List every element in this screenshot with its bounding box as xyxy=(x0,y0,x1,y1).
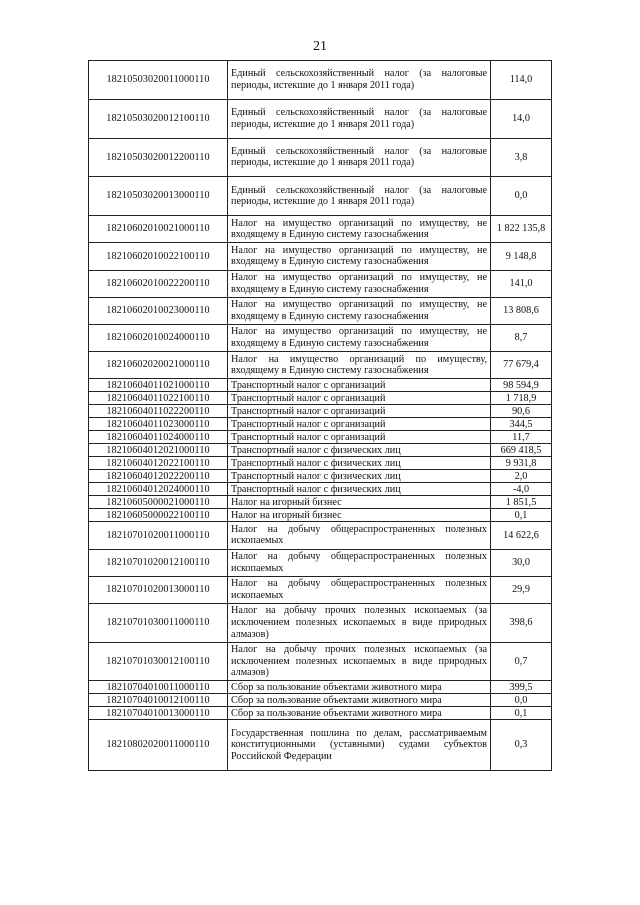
amount-cell: 8,7 xyxy=(491,324,552,351)
revenue-name-cell: Транспортный налог с физических лиц xyxy=(228,470,491,483)
budget-code-cell: 18210503020012100110 xyxy=(89,99,228,138)
revenue-name-cell: Транспортный налог с физических лиц xyxy=(228,444,491,457)
budget-code-cell: 18210604011023000110 xyxy=(89,418,228,431)
amount-cell: 398,6 xyxy=(491,603,552,642)
amount-cell: 14,0 xyxy=(491,99,552,138)
table-row xyxy=(89,270,552,297)
budget-code-cell: 18210704010012100110 xyxy=(89,694,228,707)
table-row xyxy=(89,324,552,351)
budget-code-cell: 18210602010022200110 xyxy=(89,270,228,297)
revenue-name-cell: Налог на добычу общераспространенных полезных ископаемых xyxy=(228,549,491,576)
revenue-name-cell: Сбор за пользование объектами животного мира xyxy=(228,694,491,707)
amount-cell: 1 718,9 xyxy=(491,392,552,405)
budget-code-cell: 18210604011024000110 xyxy=(89,431,228,444)
revenue-name-cell: Налог на игорный бизнес xyxy=(228,509,491,522)
revenue-name-cell: Налог на имущество организаций по имуществу, не входящему в Единую систему газоснабжения xyxy=(228,324,491,351)
budget-code-cell: 18210604011022100110 xyxy=(89,392,228,405)
revenue-name-cell: Налог на имущество организаций по имуществу, не входящему в Единую систему газоснабжения xyxy=(228,270,491,297)
budget-code-cell: 18210701020012100110 xyxy=(89,549,228,576)
table-row xyxy=(89,379,552,392)
table-row xyxy=(89,603,552,642)
revenue-name-cell: Транспортный налог с организаций xyxy=(228,431,491,444)
budget-revenue-table xyxy=(88,60,552,771)
budget-code-cell: 18210602010023000110 xyxy=(89,297,228,324)
amount-cell: 77 679,4 xyxy=(491,352,552,379)
revenue-name-cell: Налог на добычу общераспространенных полезных ископаемых xyxy=(228,576,491,603)
amount-cell: 1 822 135,8 xyxy=(491,216,552,243)
amount-cell: 9 931,8 xyxy=(491,457,552,470)
table-body xyxy=(89,61,552,771)
budget-code-cell: 18210701020013000110 xyxy=(89,576,228,603)
amount-cell: 1 851,5 xyxy=(491,496,552,509)
table-row xyxy=(89,392,552,405)
revenue-name-cell: Налог на добычу общераспространенных полезных ископаемых xyxy=(228,522,491,549)
budget-code-cell: 18210704010013000110 xyxy=(89,707,228,720)
amount-cell: 3,8 xyxy=(491,138,552,177)
amount-cell: -4,0 xyxy=(491,483,552,496)
revenue-name-cell: Транспортный налог с организаций xyxy=(228,405,491,418)
revenue-name-cell: Налог на добычу прочих полезных ископаемых (за исключением полезных ископаемых в виде природных алмазов) xyxy=(228,603,491,642)
revenue-name-cell: Сбор за пользование объектами животного мира xyxy=(228,681,491,694)
table-row xyxy=(89,138,552,177)
table-row xyxy=(89,576,552,603)
table-row xyxy=(89,522,552,549)
amount-cell: 98 594,9 xyxy=(491,379,552,392)
amount-cell: 0,1 xyxy=(491,707,552,720)
revenue-name-cell: Транспортный налог с физических лиц xyxy=(228,457,491,470)
revenue-name-cell: Налог на имущество организаций по имуществу, не входящему в Единую систему газоснабжения xyxy=(228,216,491,243)
revenue-name-cell: Налог на имущество организаций по имуществу, входящему в Единую систему газоснабжения xyxy=(228,352,491,379)
table-row xyxy=(89,681,552,694)
table-row xyxy=(89,483,552,496)
table-row xyxy=(89,457,552,470)
table-row xyxy=(89,642,552,681)
revenue-name-cell: Транспортный налог с организаций xyxy=(228,392,491,405)
amount-cell: 0,1 xyxy=(491,509,552,522)
budget-code-cell: 18210503020012200110 xyxy=(89,138,228,177)
amount-cell: 399,5 xyxy=(491,681,552,694)
budget-code-cell: 18210604012024000110 xyxy=(89,483,228,496)
budget-code-cell: 18210604012022200110 xyxy=(89,470,228,483)
amount-cell: 2,0 xyxy=(491,470,552,483)
budget-code-cell: 18210605000021000110 xyxy=(89,496,228,509)
amount-cell: 90,6 xyxy=(491,405,552,418)
table-row xyxy=(89,694,552,707)
amount-cell: 11,7 xyxy=(491,431,552,444)
table-row xyxy=(89,707,552,720)
budget-code-cell: 18210604012022100110 xyxy=(89,457,228,470)
table-row xyxy=(89,431,552,444)
revenue-name-cell: Единый сельскохозяйственный налог (за налоговые периоды, истекшие до 1 января 2011 года) xyxy=(228,61,491,100)
budget-code-cell: 18210503020011000110 xyxy=(89,61,228,100)
table-row xyxy=(89,405,552,418)
budget-code-cell: 18210802020011000110 xyxy=(89,720,228,770)
budget-code-cell: 18210602010024000110 xyxy=(89,324,228,351)
amount-cell: 0,0 xyxy=(491,694,552,707)
budget-code-cell: 18210701030011000110 xyxy=(89,603,228,642)
table-row xyxy=(89,243,552,270)
table-row xyxy=(89,216,552,243)
revenue-name-cell: Единый сельскохозяйственный налог (за налоговые периоды, истекшие до 1 января 2011 года) xyxy=(228,177,491,216)
amount-cell: 30,0 xyxy=(491,549,552,576)
budget-code-cell: 18210701030012100110 xyxy=(89,642,228,681)
revenue-name-cell: Транспортный налог с физических лиц xyxy=(228,483,491,496)
revenue-name-cell: Транспортный налог с организаций xyxy=(228,418,491,431)
budget-code-cell: 18210503020013000110 xyxy=(89,177,228,216)
budget-code-cell: 18210704010011000110 xyxy=(89,681,228,694)
table-row xyxy=(89,99,552,138)
revenue-name-cell: Единый сельскохозяйственный налог (за налоговые периоды, истекшие до 1 января 2011 года) xyxy=(228,138,491,177)
revenue-name-cell: Единый сельскохозяйственный налог (за налоговые периоды, истекшие до 1 января 2011 года) xyxy=(228,99,491,138)
revenue-name-cell: Транспортный налог с организаций xyxy=(228,379,491,392)
amount-cell: 0,3 xyxy=(491,720,552,770)
amount-cell: 29,9 xyxy=(491,576,552,603)
table-row xyxy=(89,61,552,100)
budget-code-cell: 18210605000022100110 xyxy=(89,509,228,522)
budget-code-cell: 18210602010022100110 xyxy=(89,243,228,270)
budget-code-cell: 18210701020011000110 xyxy=(89,522,228,549)
revenue-name-cell: Налог на добычу прочих полезных ископаемых (за исключением полезных ископаемых в виде природных алмазов) xyxy=(228,642,491,681)
budget-code-cell: 18210604011021000110 xyxy=(89,379,228,392)
page-number: 21 xyxy=(313,39,327,54)
table-row xyxy=(89,352,552,379)
revenue-name-cell: Налог на игорный бизнес xyxy=(228,496,491,509)
revenue-name-cell: Сбор за пользование объектами животного мира xyxy=(228,707,491,720)
table-row xyxy=(89,509,552,522)
budget-code-cell: 18210602020021000110 xyxy=(89,352,228,379)
budget-code-cell: 18210604011022200110 xyxy=(89,405,228,418)
amount-cell: 114,0 xyxy=(491,61,552,100)
amount-cell: 141,0 xyxy=(491,270,552,297)
budget-code-cell: 18210604012021000110 xyxy=(89,444,228,457)
table-row xyxy=(89,177,552,216)
table-row xyxy=(89,720,552,770)
table-row xyxy=(89,549,552,576)
budget-code-cell: 18210602010021000110 xyxy=(89,216,228,243)
table-row xyxy=(89,496,552,509)
revenue-name-cell: Государственная пошлина по делам, рассматриваемым конституционными (уставными) судами субъектов Российской Федерации xyxy=(228,720,491,770)
table-row xyxy=(89,418,552,431)
amount-cell: 344,5 xyxy=(491,418,552,431)
table-row xyxy=(89,444,552,457)
revenue-name-cell: Налог на имущество организаций по имуществу, не входящему в Единую систему газоснабжения xyxy=(228,243,491,270)
revenue-name-cell: Налог на имущество организаций по имуществу, не входящему в Единую систему газоснабжения xyxy=(228,297,491,324)
table-row xyxy=(89,297,552,324)
amount-cell: 9 148,8 xyxy=(491,243,552,270)
amount-cell: 14 622,6 xyxy=(491,522,552,549)
amount-cell: 669 418,5 xyxy=(491,444,552,457)
amount-cell: 13 808,6 xyxy=(491,297,552,324)
amount-cell: 0,0 xyxy=(491,177,552,216)
table-row xyxy=(89,470,552,483)
amount-cell: 0,7 xyxy=(491,642,552,681)
